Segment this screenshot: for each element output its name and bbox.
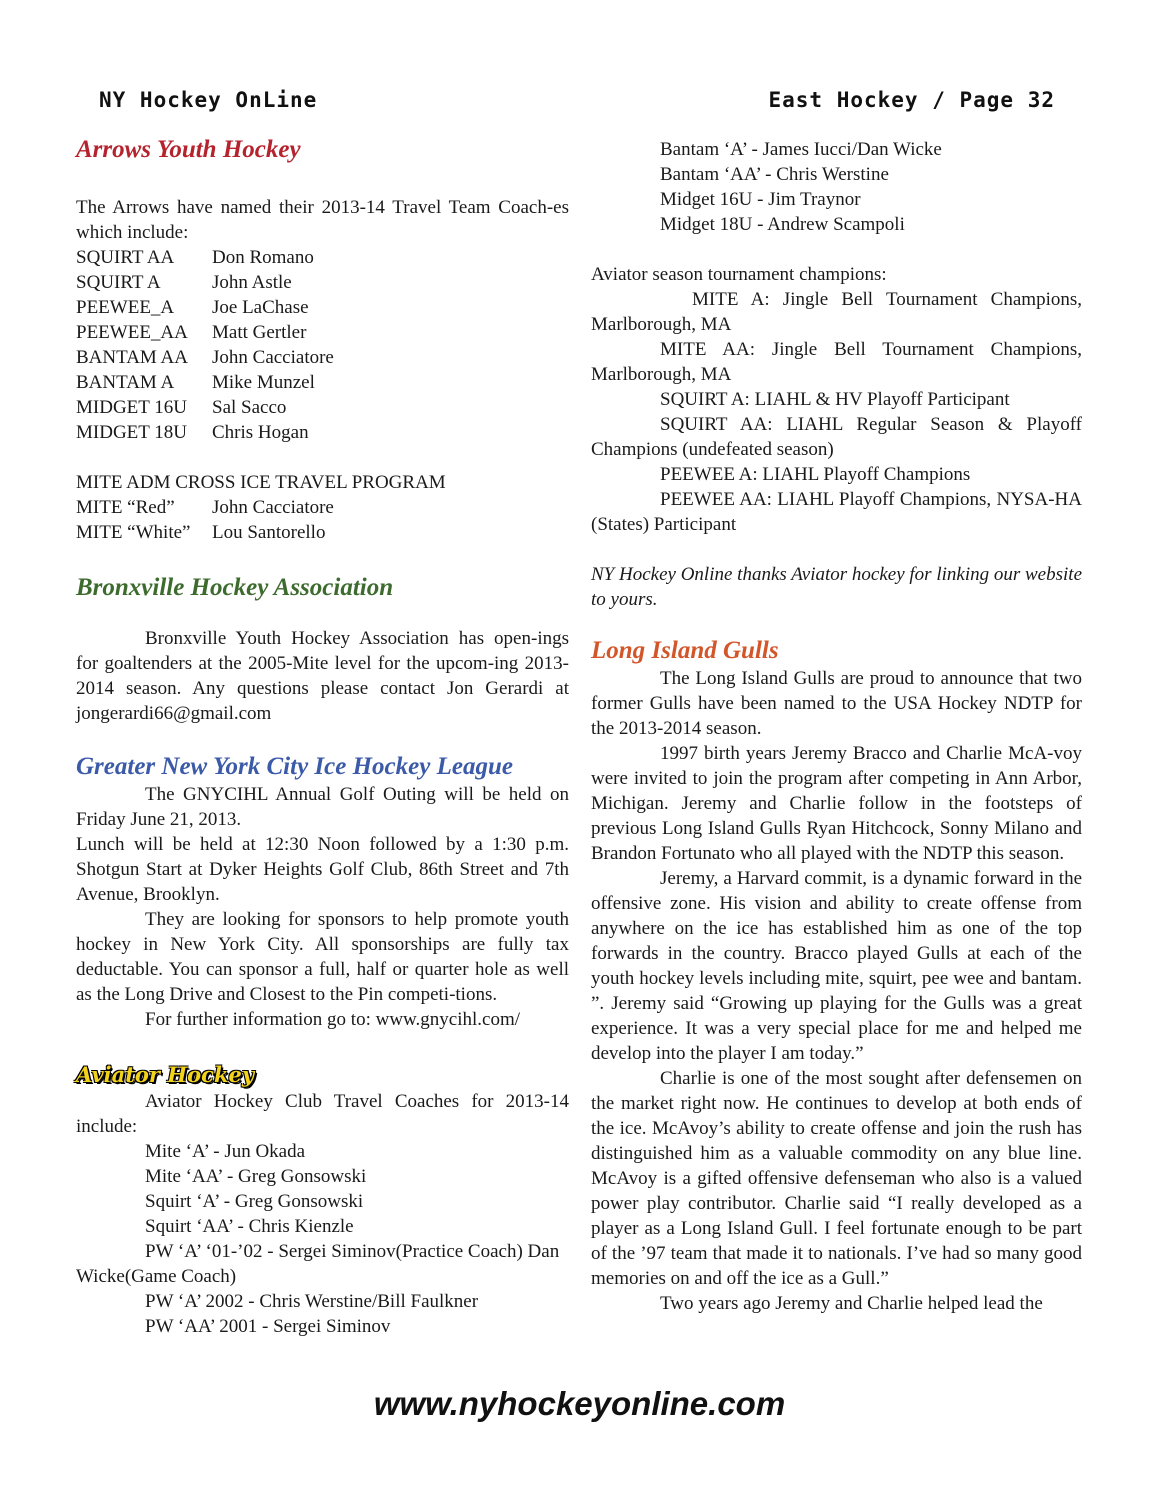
gnycihl-heading: Greater New York City Ice Hockey League [76, 753, 513, 780]
list-item: Midget 16U - Jim Traynor [660, 189, 861, 210]
gulls-heading: Long Island Gulls [591, 637, 779, 664]
bronxville-body: Bronxville Youth Hockey Association has open-ings for goaltenders at the 2005-Mite level for the upcom-ing 2013- 2014 season. Any questions please contact Jon Gerardi at jongerardi66@gmail.com [76, 628, 569, 724]
mite-program-heading: MITE ADM CROSS ICE TRAVEL PROGRAM [76, 472, 446, 493]
left-column [76, 135, 569, 1339]
right-column [591, 137, 1082, 1316]
list-item: BANTAM A Mike Munzel [76, 372, 315, 393]
list-item: SQUIRT AA: LIAHL Regular Season & Playoff Champions (undefeated season) [591, 414, 1082, 460]
list-item: Squirt ‘AA’ - Chris Kienzle [145, 1216, 354, 1237]
gnycihl-paragraph: Lunch will be held at 12:30 Noon followed by a 1:30 p.m. Shotgun Start at Dyker Heights Golf Club, 86th Street and 7th Avenue, Brooklyn. [76, 834, 569, 905]
list-item: MITE AA: Jingle Bell Tournament Champions, Marlborough, MA [591, 339, 1082, 385]
list-item: SQUIRT A: LIAHL & HV Playoff Participant [660, 389, 1010, 410]
list-item: PEEWEE A: LIAHL Playoff Champions [660, 464, 971, 485]
footer-website-url: www.nyhockeyonline.com [373, 1385, 786, 1422]
list-item: PW ‘AA’ 2001 - Sergei Siminov [145, 1316, 391, 1337]
gulls-paragraph: 1997 birth years Jeremy Bracco and Charlie McA-voy were invited to join the program after competing in Ann Arbor, Michigan. Jeremy and Charlie follow in the footsteps of previous Long Island Gulls Ryan Hitchcock, Sonny Milano and Brandon Fortunato who all played with the NDTP this season. [591, 743, 1082, 864]
list-item: Squirt ‘A’ - Greg Gonsowski [145, 1191, 364, 1212]
list-item: PEEWEE_AA Matt Gertler [76, 322, 307, 343]
aviator-heading: Aviator Hockey [76, 1062, 255, 1087]
list-item: Mite ‘AA’ - Greg Gonsowski [145, 1166, 367, 1187]
gulls-paragraph: Charlie is one of the most sought after defensemen on the market right now. He continues to develop at both ends of the ice. McAvoy’s ability to create offense and join the rush has distinguished him as a valuable commodity on any blue line. McAvoy is a gifted offensive defenseman who also is a valued power play contributor. Charlie said “I really developed as a player as a Long Island Gull. I feel fortunate enough to be part of the ’97 team that made it to nationals. I’ve had so many good memories on and off the ice as a Gull.” [591, 1068, 1082, 1289]
champions-heading: Aviator season tournament champions: [591, 264, 887, 285]
arrows-coach-list [76, 245, 569, 445]
header-publication-name: NY Hockey OnLine [99, 88, 318, 112]
list-item: Midget 18U - Andrew Scampoli [660, 214, 905, 235]
header-page-label: East Hockey / Page 32 [768, 88, 1055, 112]
arrows-heading: Arrows Youth Hockey [76, 136, 301, 163]
list-item: SQUIRT AA Don Romano [76, 247, 314, 268]
bronxville-heading: Bronxville Hockey Association [76, 574, 394, 601]
list-item: MITE A: Jingle Bell Tournament Champions, Marlborough, MA [591, 289, 1082, 335]
list-item: SQUIRT A John Astle [76, 272, 292, 293]
list-item: PW ‘A’ ‘01-’02 - Sergei Siminov(Practice Coach) Dan Wicke(Game Coach) [76, 1241, 560, 1287]
aviator-intro: Aviator Hockey Club Travel Coaches for 2013-14 include: [76, 1091, 569, 1137]
arrows-intro: The Arrows have named their 2013-14 Travel Team Coach-es which include: [76, 197, 569, 243]
list-item: MITE “White” Lou Santorello [76, 522, 326, 543]
gnycihl-paragraph: For further information go to: www.gnycihl.com/ [145, 1009, 521, 1030]
list-item: MITE “Red” John Cacciatore [76, 497, 334, 518]
list-item: PW ‘A’ 2002 - Chris Werstine/Bill Faulkner [145, 1291, 479, 1312]
gulls-paragraph: Jeremy, a Harvard commit, is a dynamic forward in the offensive zone. His vision and ability to create offense from anywhere on the ice has established him as one of the top forwards in the country. Bracco played Gulls at each of the youth hockey levels including mite, squirt, pee wee and bantam. ”. Jeremy said “Growing up playing for the Gulls was a great experience. It was a very special place for me and helped me develop into the player I am today.” [591, 868, 1082, 1064]
gulls-paragraph: The Long Island Gulls are proud to announce that two former Gulls have been named to the USA Hockey NDTP for the 2013-2014 season. [591, 668, 1082, 739]
list-item: Mite ‘A’ - Jun Okada [145, 1141, 306, 1162]
list-item: MIDGET 18U Chris Hogan [76, 422, 309, 443]
list-item: PEEWEE AA: LIAHL Playoff Champions, NYSA-HA (States) Participant [591, 489, 1082, 535]
list-item: PEEWEE_A Joe LaChase [76, 297, 309, 318]
gulls-paragraph: Two years ago Jeremy and Charlie helped lead the [660, 1293, 1043, 1314]
gnycihl-paragraph: They are looking for sponsors to help promote youth hockey in New York City. All sponsorships are fully tax deductable. You can sponsor a full, half or quarter hole as well as the Long Drive and Closest to the Pin competi-tions. [76, 909, 569, 1005]
list-item: MIDGET 16U Sal Sacco [76, 397, 287, 418]
aviator-thanks: NY Hockey Online thanks Aviator hockey for linking our website to yours. [591, 564, 1082, 610]
gnycihl-paragraph: The GNYCIHL Annual Golf Outing will be held on Friday June 21, 2013. [76, 784, 569, 830]
list-item: BANTAM AA John Cacciatore [76, 347, 334, 368]
list-item: Bantam ‘A’ - James Iucci/Dan Wicke [660, 139, 942, 160]
list-item: Bantam ‘AA’ - Chris Werstine [660, 164, 889, 185]
